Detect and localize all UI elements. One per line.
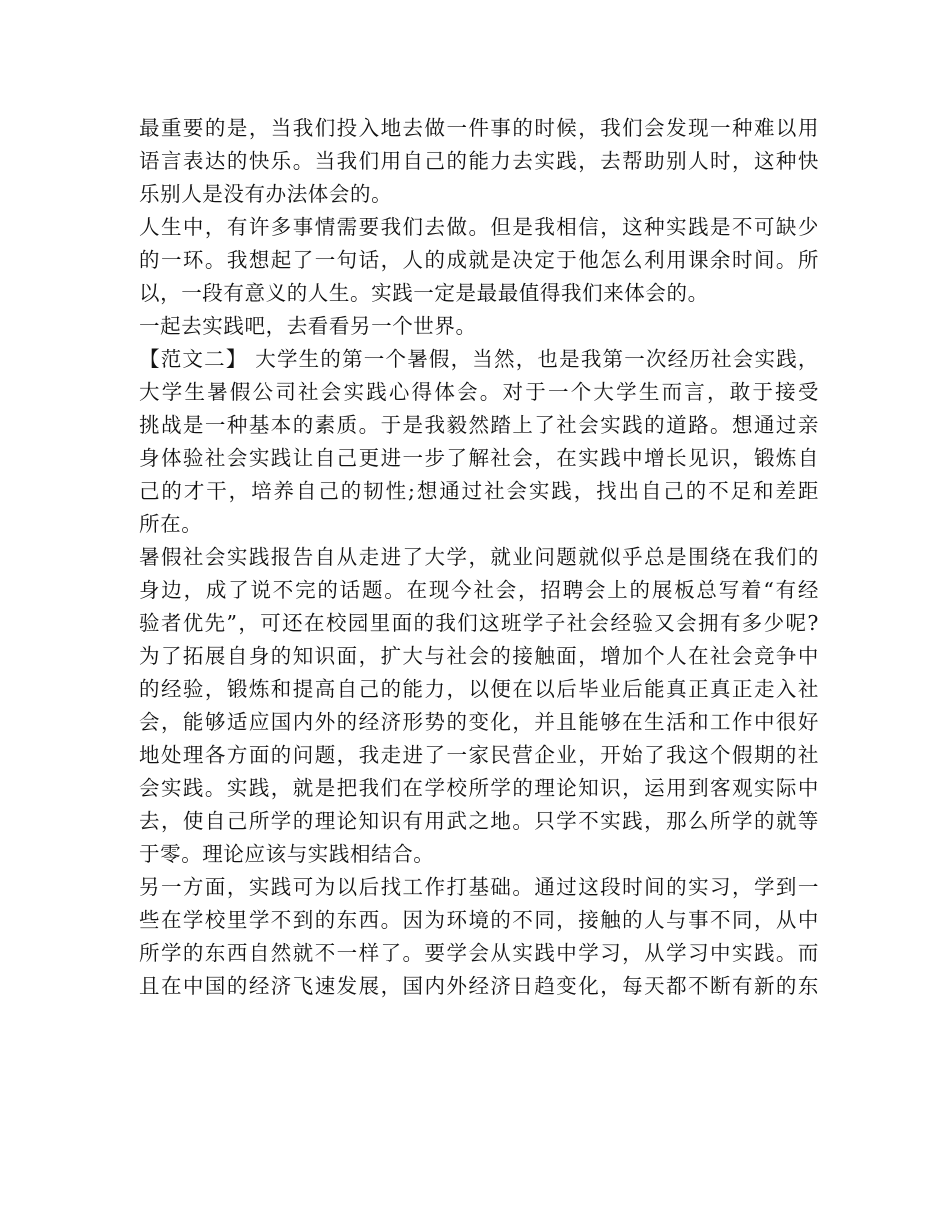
text-line: 最重要的是，当我们投入地去做一件事的时候，我们会发现一种难以用 [139, 116, 819, 140]
text-line: 己的才干，培养自己的韧性;想通过社会实践，找出自己的不足和差距 [139, 479, 819, 503]
text-line: 的一环。我想起了一句话，人的成就是决定于他怎么利用课余时间。所 [139, 248, 819, 272]
text-line: 的经验，锻炼和提高自己的能力，以便在以后毕业后能真正真正走入社 [139, 677, 819, 701]
text-line: 于零。理论应该与实践相结合。 [139, 842, 435, 866]
text-line: 人生中，有许多事情需要我们去做。但是我相信，这种实践是不可缺少 [139, 215, 819, 239]
text-line: 去，使自己所学的理论知识有用武之地。只学不实践，那么所学的就等 [139, 809, 819, 833]
text-line: 会，能够适应国内外的经济形势的变化，并且能够在生活和工作中很好 [139, 710, 819, 734]
text-line: 且在中国的经济飞速发展，国内外经济日趋变化，每天都不断有新的东 [139, 974, 819, 998]
text-line: 为了拓展自身的知识面，扩大与社会的接触面，增加个人在社会竞争中 [139, 644, 819, 668]
text-line: 所学的东西自然就不一样了。要学会从实践中学习，从学习中实践。而 [139, 941, 819, 965]
text-line: 【范文二】 大学生的第一个暑假，当然，也是我第一次经历社会实践， [139, 347, 819, 371]
document-body [139, 112, 819, 1003]
text-line: 语言表达的快乐。当我们用自己的能力去实践，去帮助别人时，这种快 [139, 149, 819, 173]
text-line: 身边，成了说不完的话题。在现今社会，招聘会上的展板总写着“有经 [139, 578, 819, 602]
text-line: 以，一段有意义的人生。实践一定是最最值得我们来体会的。 [139, 281, 709, 305]
text-line: 乐别人是没有办法体会的。 [139, 182, 393, 206]
text-line: 地处理各方面的问题，我走进了一家民营企业，开始了我这个假期的社 [139, 743, 819, 767]
text-line: 一起去实践吧，去看看另一个世界。 [139, 314, 477, 338]
text-line: 挑战是一种基本的素质。于是我毅然踏上了社会实践的道路。想通过亲 [139, 413, 819, 437]
text-line: 另一方面，实践可为以后找工作打基础。通过这段时间的实习，学到一 [139, 875, 819, 899]
text-line: 大学生暑假公司社会实践心得体会。对于一个大学生而言，敢于接受 [139, 380, 819, 404]
text-line: 些在学校里学不到的东西。因为环境的不同，接触的人与事不同，从中 [139, 908, 819, 932]
text-line: 暑假社会实践报告自从走进了大学，就业问题就似乎总是围绕在我们的 [139, 545, 819, 569]
text-line: 所在。 [139, 512, 203, 536]
text-line: 身体验社会实践让自己更进一步了解社会，在实践中增长见识，锻炼自 [139, 446, 819, 470]
text-line: 验者优先”，可还在校园里面的我们这班学子社会经验又会拥有多少呢? [139, 611, 819, 635]
text-line: 会实践。实践，就是把我们在学校所学的理论知识，运用到客观实际中 [139, 776, 819, 800]
